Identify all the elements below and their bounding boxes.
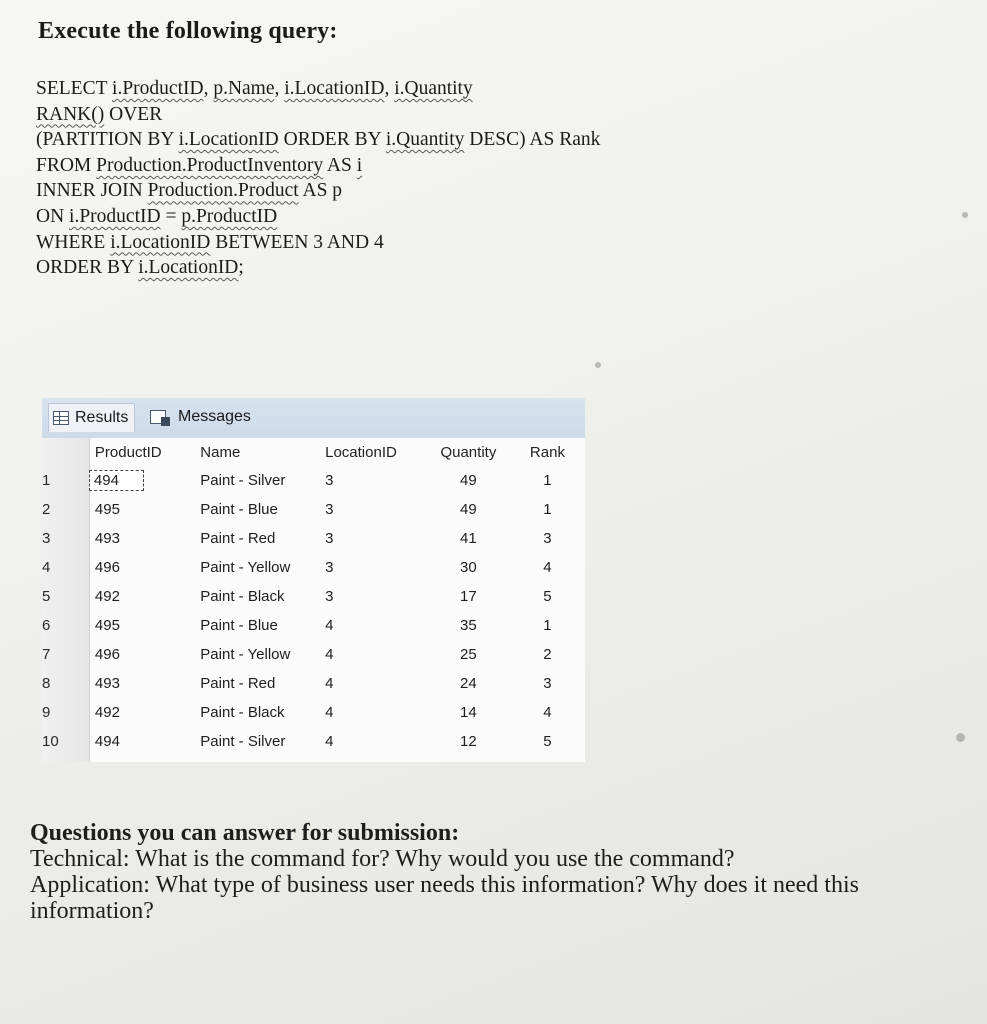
cell-rank[interactable]: [510, 495, 585, 524]
row-number-value: 6: [42, 617, 51, 634]
column-header-locationid[interactable]: LocationID: [325, 443, 397, 461]
sql-keyword: WHERE: [36, 231, 111, 253]
cell-locationid[interactable]: [320, 640, 427, 669]
cell-productid[interactable]: [87, 466, 197, 495]
sql-line-partition: [36, 127, 796, 153]
submission-questions: [30, 820, 980, 924]
sql-punct: ;: [238, 257, 244, 279]
table-row[interactable]: [42, 495, 585, 524]
cell-quantity[interactable]: [427, 698, 510, 727]
sql-keyword: AS: [323, 154, 357, 176]
cell-quantity-value: 25: [460, 646, 477, 663]
cell-productid-value: 496: [94, 559, 120, 576]
row-number-value: 1: [42, 472, 51, 489]
column-header-rank[interactable]: Rank: [529, 443, 565, 461]
sql-keyword: ON: [36, 205, 70, 227]
row-number: [42, 640, 87, 669]
question-technical: Technical: What is the command for? Why would you use the command?: [30, 846, 735, 872]
cell-name[interactable]: [197, 640, 320, 669]
sql-identifier: i.LocationID: [110, 231, 211, 253]
cell-quantity[interactable]: [427, 611, 510, 640]
cell-quantity-value: 35: [460, 617, 477, 634]
cell-productid-value: 492: [94, 588, 120, 605]
table-row[interactable]: [42, 611, 585, 640]
row-number-value: 8: [42, 675, 51, 692]
cell-rank-value: 5: [543, 588, 552, 605]
cell-quantity[interactable]: [427, 640, 510, 669]
cell-name-value: Paint - Silver: [200, 733, 286, 750]
cell-productid[interactable]: [87, 727, 197, 756]
tab-results-label: Results: [75, 409, 129, 426]
sql-keyword: DESC) AS Rank: [464, 129, 601, 151]
cell-quantity[interactable]: [427, 727, 510, 756]
row-number: [42, 698, 87, 727]
row-number-value: 2: [42, 501, 51, 518]
row-number-value: 7: [42, 646, 51, 663]
cell-name[interactable]: [197, 524, 320, 553]
cell-locationid-value: 4: [325, 704, 334, 721]
sql-keyword: BETWEEN 3 AND 4: [210, 231, 384, 253]
row-number: [42, 582, 87, 611]
cell-name-value: Paint - Blue: [200, 501, 278, 518]
sql-identifier: i.LocationID: [138, 257, 239, 279]
cell-name[interactable]: [197, 495, 320, 524]
cell-productid[interactable]: [87, 640, 197, 669]
cell-productid-value: 495: [94, 501, 120, 518]
row-number: [42, 553, 87, 582]
sql-punct: ,: [203, 78, 214, 99]
cell-rank[interactable]: [510, 524, 585, 553]
cell-quantity-value: 30: [460, 559, 477, 576]
cell-name[interactable]: [197, 553, 320, 582]
cell-name[interactable]: [197, 669, 320, 698]
cell-rank[interactable]: [510, 669, 585, 698]
sql-line-rank: [36, 102, 796, 128]
sql-line-on: [36, 204, 796, 230]
cell-quantity[interactable]: [427, 582, 510, 611]
messages-icon: [150, 410, 166, 424]
cell-quantity-value: 41: [460, 530, 477, 547]
sql-identifier: i.LocationID: [178, 129, 279, 151]
cell-quantity[interactable]: [427, 495, 510, 524]
cell-locationid-value: 3: [325, 530, 334, 547]
row-number-value: 9: [42, 704, 51, 721]
row-number: [42, 727, 87, 756]
cell-rank[interactable]: [510, 698, 585, 727]
cell-locationid-value: 4: [325, 675, 334, 692]
cell-productid[interactable]: [87, 611, 197, 640]
cell-name-value: Paint - Red: [200, 530, 276, 547]
cell-rank-value: 5: [543, 733, 552, 750]
row-number-value: 5: [42, 588, 51, 605]
cell-locationid[interactable]: [320, 611, 427, 640]
sql-keyword: OVER: [104, 103, 163, 125]
cell-locationid[interactable]: [320, 727, 427, 756]
sql-keyword: SELECT: [36, 78, 113, 99]
sql-keyword: AS p: [298, 180, 343, 202]
cell-locationid-value: 3: [325, 472, 334, 489]
cell-rank[interactable]: [510, 466, 585, 495]
cell-locationid[interactable]: [320, 698, 427, 727]
sql-identifier: p.Name: [213, 78, 275, 99]
cell-rank-value: 2: [543, 646, 552, 663]
cell-productid-value: 495: [94, 617, 120, 634]
column-header-name[interactable]: Name: [200, 443, 241, 461]
sql-keyword: ORDER BY: [278, 129, 386, 151]
cell-rank-value: 3: [543, 530, 552, 547]
cell-productid[interactable]: [87, 495, 197, 524]
cell-name-value: Paint - Black: [200, 704, 285, 721]
sql-line-order: [36, 255, 796, 281]
sql-keyword: ORDER BY: [36, 257, 139, 279]
cell-productid-value: 494: [89, 470, 144, 491]
sql-identifier: p.ProductID: [181, 205, 278, 227]
cell-rank-value: 1: [543, 501, 552, 518]
cell-locationid[interactable]: [320, 582, 427, 611]
table-row[interactable]: [42, 466, 585, 495]
cell-locationid[interactable]: [320, 553, 427, 582]
cell-quantity-value: 12: [460, 733, 477, 750]
cell-quantity[interactable]: [427, 669, 510, 698]
sql-line-from: [36, 153, 796, 179]
cell-locationid[interactable]: [320, 524, 427, 553]
cell-locationid-value: 4: [325, 646, 334, 663]
cell-name-value: Paint - Black: [200, 588, 285, 605]
cell-productid-value: 493: [94, 675, 120, 692]
table-row[interactable]: [42, 640, 585, 669]
sql-identifier: Production.Product: [147, 180, 299, 202]
table-row[interactable]: [42, 727, 585, 756]
cell-quantity-value: 17: [460, 588, 477, 605]
table-row[interactable]: [42, 524, 585, 553]
sql-identifier: i: [356, 154, 363, 176]
results-pane: [42, 398, 585, 762]
tab-messages[interactable]: [150, 403, 251, 431]
cell-rank[interactable]: [510, 553, 585, 582]
cell-productid[interactable]: [87, 553, 197, 582]
row-number-header: [42, 438, 87, 466]
cell-rank-value: 1: [543, 617, 552, 634]
questions-title: Questions you can answer for submission:: [30, 820, 460, 846]
cell-locationid[interactable]: [320, 669, 427, 698]
sql-punct: ,: [274, 78, 285, 99]
cell-rank[interactable]: [510, 582, 585, 611]
exercise-heading: Execute the following query:: [38, 18, 338, 44]
photo-speck: [962, 212, 968, 218]
cell-locationid-value: 3: [325, 501, 334, 518]
row-number: [42, 611, 87, 640]
sql-keyword: INNER JOIN: [36, 180, 148, 202]
cell-quantity-value: 49: [460, 501, 477, 518]
cell-name[interactable]: [197, 727, 320, 756]
sql-punct: ,: [384, 78, 395, 99]
column-header-quantity[interactable]: Quantity: [440, 443, 497, 461]
grid-icon: [53, 411, 69, 425]
sql-function: RANK(): [36, 103, 105, 125]
cell-locationid-value: 3: [325, 559, 334, 576]
results-table: [42, 438, 585, 756]
cell-name-value: Paint - Yellow: [200, 646, 291, 663]
tab-results[interactable]: [48, 403, 135, 432]
row-number-value: 4: [42, 559, 51, 576]
cell-name[interactable]: [197, 611, 320, 640]
cell-locationid-value: 4: [325, 733, 334, 750]
header-row: [42, 438, 585, 466]
cell-quantity-value: 24: [460, 675, 477, 692]
cell-locationid-value: 4: [325, 617, 334, 634]
cell-name-value: Paint - Yellow: [200, 559, 291, 576]
table-row[interactable]: [42, 698, 585, 727]
cell-name-value: Paint - Silver: [200, 472, 286, 489]
sql-identifier: i.Quantity: [394, 78, 473, 99]
sql-line-where: [36, 230, 796, 256]
cell-name[interactable]: [197, 466, 320, 495]
sql-keyword: FROM: [36, 154, 97, 176]
cell-name-value: Paint - Red: [200, 675, 276, 692]
photo-speck: [956, 733, 965, 742]
cell-productid[interactable]: [87, 698, 197, 727]
cell-quantity-value: 49: [460, 472, 477, 489]
sql-keyword: (PARTITION BY: [36, 129, 179, 151]
cell-name-value: Paint - Blue: [200, 617, 278, 634]
sql-query: [36, 76, 796, 281]
question-application: Application: What type of business user needs this information? Why does it need this information?: [30, 872, 859, 924]
cell-quantity[interactable]: [427, 553, 510, 582]
table-row[interactable]: [42, 582, 585, 611]
cell-name[interactable]: [197, 698, 320, 727]
table-row[interactable]: [42, 553, 585, 582]
sql-line-select: [36, 76, 796, 102]
row-number: [42, 466, 87, 495]
cell-quantity-value: 14: [460, 704, 477, 721]
results-tab-bar: [42, 398, 585, 440]
photo-speck: [595, 362, 601, 368]
cell-productid-value: 496: [94, 646, 120, 663]
cell-rank[interactable]: [510, 640, 585, 669]
cell-productid-value: 494: [94, 733, 120, 750]
cell-rank-value: 1: [543, 472, 552, 489]
cell-rank[interactable]: [510, 611, 585, 640]
results-grid[interactable]: [42, 438, 585, 762]
row-number: [42, 495, 87, 524]
sql-punct: =: [160, 205, 182, 227]
cell-rank-value: 4: [543, 704, 552, 721]
sql-line-join: [36, 178, 796, 204]
cell-quantity[interactable]: [427, 466, 510, 495]
cell-locationid-value: 3: [325, 588, 334, 605]
cell-productid[interactable]: [87, 669, 197, 698]
cell-productid-value: 492: [94, 704, 120, 721]
cell-rank-value: 3: [543, 675, 552, 692]
cell-name[interactable]: [197, 582, 320, 611]
row-number: [42, 524, 87, 553]
cell-rank[interactable]: [510, 727, 585, 756]
sql-identifier: i.Quantity: [385, 129, 465, 151]
row-number: [42, 669, 87, 698]
row-number-value: 10: [42, 733, 59, 750]
sql-identifier: i.LocationID: [284, 78, 385, 99]
cell-rank-value: 4: [543, 559, 552, 576]
sql-identifier: i.ProductID: [112, 78, 204, 99]
cell-productid-value: 493: [94, 530, 120, 547]
cell-productid[interactable]: [87, 582, 197, 611]
sql-identifier: Production.ProductInventory: [96, 154, 324, 176]
row-number-value: 3: [42, 530, 51, 547]
cell-locationid[interactable]: [320, 466, 427, 495]
column-header-productid[interactable]: ProductID: [94, 443, 162, 461]
sql-identifier: i.ProductID: [69, 205, 161, 227]
tab-messages-label: Messages: [178, 408, 251, 425]
table-row[interactable]: [42, 669, 585, 698]
cell-quantity[interactable]: [427, 524, 510, 553]
cell-locationid[interactable]: [320, 495, 427, 524]
cell-productid[interactable]: [87, 524, 197, 553]
